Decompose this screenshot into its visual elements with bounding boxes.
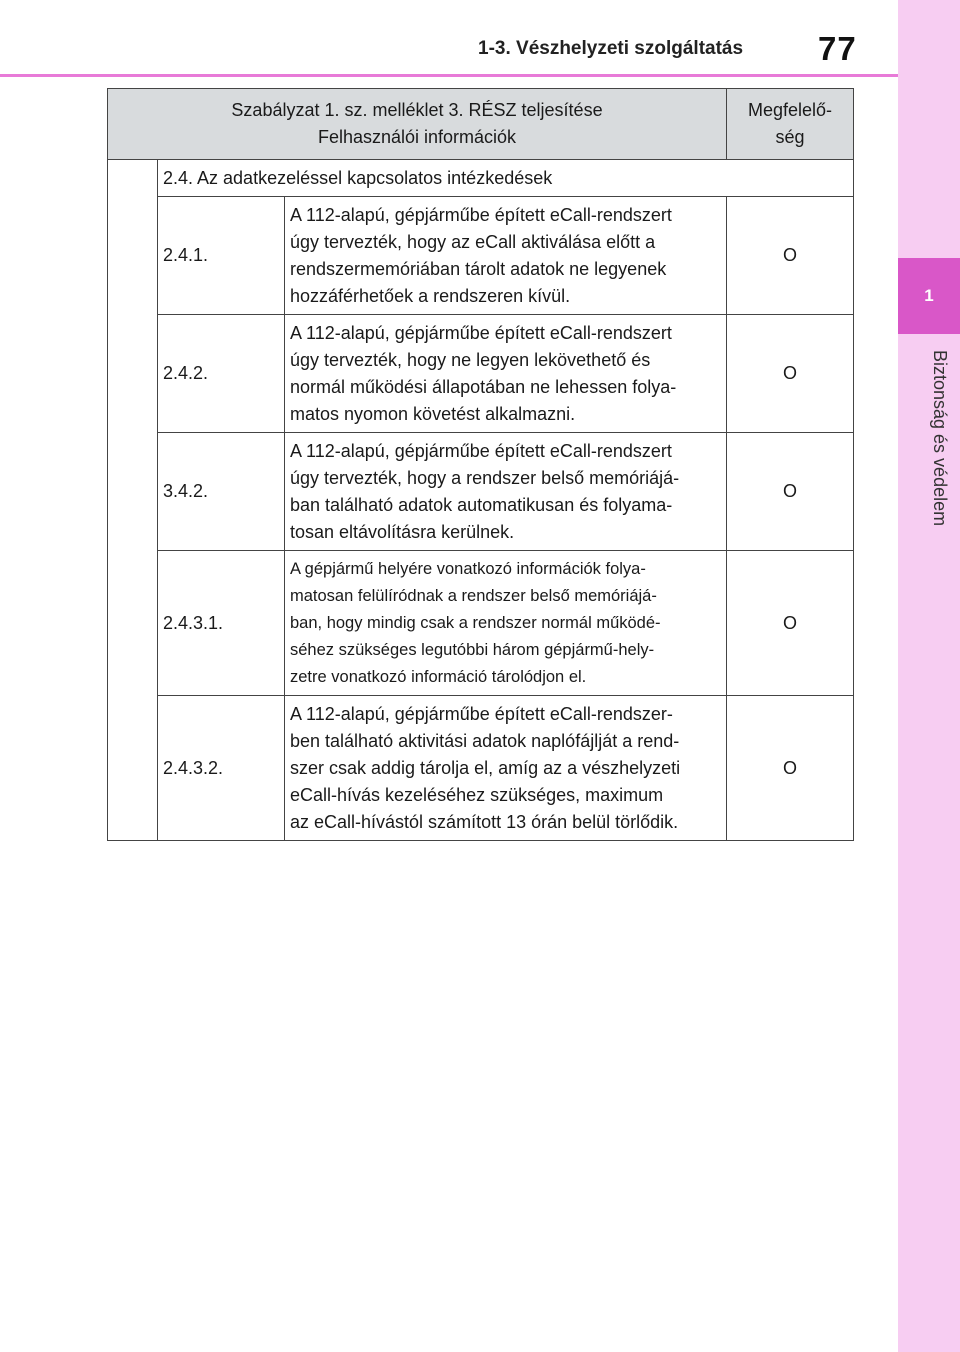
row-number: 2.4.1. <box>158 197 285 315</box>
row-description <box>285 315 727 433</box>
row-description-line: A 112-alapú, gépjárműbe épített eCall-rendszer- <box>290 703 673 724</box>
row-description <box>285 551 727 696</box>
row-description-line: hozzáférhetőek a rendszeren kívül. <box>290 285 571 306</box>
row-description <box>285 696 727 841</box>
row-conformity: O <box>727 696 854 841</box>
row-description-line: ban, hogy mindig csak a rendszer normál működé- <box>290 613 661 632</box>
table-row <box>108 197 854 315</box>
row-description-line: ben található aktivitási adatok naplófájlját a rend- <box>290 730 680 751</box>
table-row <box>108 433 854 551</box>
table-row <box>108 551 854 696</box>
row-description-line: A 112-alapú, gépjárműbe épített eCall-rendszert <box>290 322 672 343</box>
chapter-side-tab <box>898 0 960 1352</box>
row-description-line: A 112-alapú, gépjárműbe épített eCall-rendszert <box>290 440 672 461</box>
row-description-line: A gépjármű helyére vonatkozó információk folya- <box>290 559 646 578</box>
table-row <box>108 315 854 433</box>
row-description <box>285 433 727 551</box>
row-description-line: úgy tervezték, hogy ne legyen lekövethető és <box>290 349 651 370</box>
row-description-line: ban található adatok automatikusan és folyama- <box>290 494 673 515</box>
row-conformity: O <box>727 433 854 551</box>
row-description-line: úgy tervezték, hogy a rendszer belső memóriájá- <box>290 467 680 488</box>
header-title: 1-3. Vészhelyzeti szolgáltatás <box>478 38 744 59</box>
indent-cell <box>108 160 158 841</box>
header-conformity-cell <box>727 89 854 160</box>
row-conformity: O <box>727 197 854 315</box>
table-row <box>108 696 854 841</box>
row-description-line: az eCall-hívástól számított 13 órán belül törlődik. <box>290 811 679 832</box>
row-number: 2.4.3.1. <box>158 551 285 696</box>
header-rule <box>0 74 898 77</box>
header-regulation-line2: Felhasználói információk <box>317 127 517 147</box>
row-description-line: szer csak addig tárolja el, amíg az a vészhelyzeti <box>290 757 681 778</box>
chapter-title-vertical: Biztonság és védelem <box>930 350 950 527</box>
section-title-cell: 2.4. Az adatkezeléssel kapcsolatos intézkedések <box>158 160 854 197</box>
table-header-row <box>108 89 854 160</box>
row-description-line: rendszermemóriában tárolt adatok ne legyenek <box>290 258 667 279</box>
row-number: 2.4.3.2. <box>158 696 285 841</box>
row-description-line: normál működési állapotában ne lehessen folya- <box>290 376 677 397</box>
row-description-line: eCall-hívás kezeléséhez szükséges, maximum <box>290 784 664 805</box>
page-number: 77 <box>818 30 857 67</box>
header-regulation-line1: Szabályzat 1. sz. melléklet 3. RÉSZ teljesítése <box>231 100 603 120</box>
row-description <box>285 197 727 315</box>
row-description-line: zetre vonatkozó információ tárolódjon el. <box>290 667 587 686</box>
row-description-line: A 112-alapú, gépjárműbe épített eCall-rendszert <box>290 204 672 225</box>
row-description-line: séhez szükséges legutóbbi három gépjármű-hely- <box>290 640 655 659</box>
row-number: 3.4.2. <box>158 433 285 551</box>
header-conformity-line1: Megfelelő- <box>747 100 833 120</box>
row-number: 2.4.2. <box>158 315 285 433</box>
row-description-line: tosan eltávolításra kerülnek. <box>290 521 515 542</box>
row-conformity: O <box>727 315 854 433</box>
row-description-line: matosan felülíródnak a rendszer belső memóriájá- <box>290 586 657 605</box>
header-conformity-line2: ség <box>775 127 805 147</box>
table-section-row <box>108 160 854 197</box>
row-description-line: úgy tervezték, hogy az eCall aktiválása előtt a <box>290 231 656 252</box>
row-conformity: O <box>727 551 854 696</box>
chapter-number-badge: 1 <box>898 258 960 334</box>
row-description-line: matos nyomon követést alkalmazni. <box>290 403 576 424</box>
requirements-table <box>107 88 854 841</box>
header-regulation-cell <box>108 89 727 160</box>
